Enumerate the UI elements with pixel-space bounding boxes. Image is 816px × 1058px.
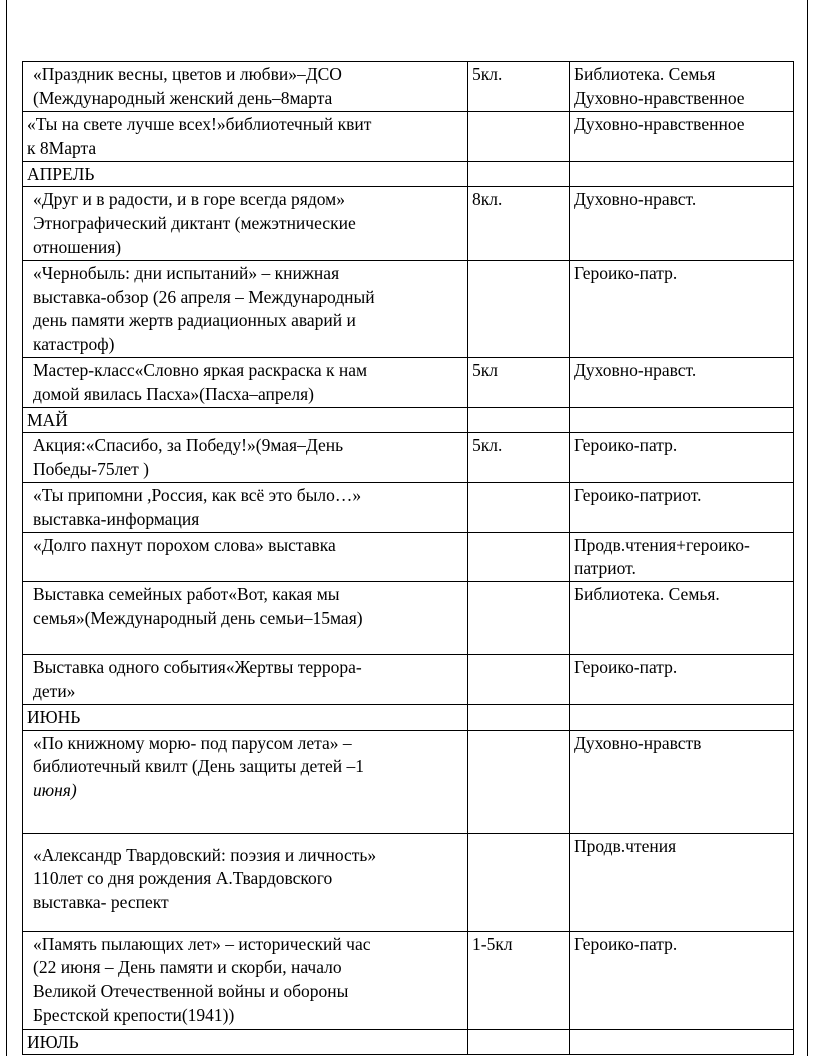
- grade-cell: [468, 260, 570, 357]
- event-cell: [23, 730, 468, 833]
- grade-cell: [468, 407, 570, 433]
- grade-cell: [468, 582, 570, 655]
- category-line: Продв.чтения: [574, 835, 677, 856]
- category-cell: [570, 655, 794, 705]
- grade-cell: 5кл.: [468, 62, 570, 112]
- table-row: [23, 433, 794, 483]
- events-plan-table: [22, 61, 794, 1055]
- event-line: 110лет со дня рождения А.Твардовского: [33, 868, 333, 889]
- grade-cell: [468, 112, 570, 162]
- event-line: «Память пылающих лет» – исторический час: [33, 933, 371, 954]
- category-cell: [570, 62, 794, 112]
- category-cell: [570, 1029, 794, 1055]
- grade-cell: [468, 655, 570, 705]
- event-line: Выставка семейных работ«Вот, какая мы: [33, 584, 340, 605]
- event-line: Выставка одного события«Жертвы террора-: [33, 657, 362, 678]
- event-line: «Друг и в радости, и в горе всегда рядом»: [33, 189, 345, 210]
- category-line: Духовно-нравст.: [574, 189, 697, 210]
- category-line: Продв.чтения+героико-: [574, 534, 750, 555]
- category-cell: [570, 730, 794, 833]
- category-line: Духовно-нравственное: [574, 87, 745, 108]
- table-row: [23, 187, 794, 260]
- grade-cell: 1-5кл: [468, 931, 570, 1029]
- category-line: Духовно-нравств: [574, 732, 702, 753]
- event-line: дети»: [33, 680, 76, 701]
- grade-cell: [468, 161, 570, 187]
- table-row: [23, 931, 794, 1029]
- category-cell: [570, 161, 794, 187]
- table-row: [23, 532, 794, 582]
- category-line: Героико-патриот.: [574, 484, 702, 505]
- event-line: выставка-обзор (26 апреля – Международный: [33, 286, 375, 307]
- event-cell: [23, 433, 468, 483]
- category-cell: [570, 357, 794, 407]
- category-line: Библиотека. Семья: [574, 64, 716, 84]
- category-cell: [570, 482, 794, 532]
- table-row: [23, 582, 794, 655]
- grade-cell: [468, 704, 570, 730]
- table-row: [23, 62, 794, 112]
- event-line: семья»(Международный день семьи–15мая): [33, 607, 363, 628]
- category-line: Духовно-нравст.: [574, 359, 697, 380]
- event-line: «Александр Твардовский: поэзия и личность»: [33, 844, 377, 865]
- event-line: домой явилась Пасха»(Пасха–апреля): [33, 383, 314, 404]
- category-cell: [570, 532, 794, 582]
- event-cell: [23, 833, 468, 931]
- event-cell: [23, 582, 468, 655]
- event-line: Великой Отечественной войны и обороны: [33, 981, 349, 1002]
- category-cell: [570, 187, 794, 260]
- month-row: [23, 407, 794, 433]
- table-row: [23, 482, 794, 532]
- event-cell: [23, 62, 468, 112]
- category-line: Героико-патр.: [574, 933, 678, 954]
- month-label: ИЮНЬ: [23, 704, 468, 730]
- event-line: выставка- респект: [33, 892, 169, 913]
- month-row: [23, 1029, 794, 1055]
- event-cell: [23, 187, 468, 260]
- grade-cell: [468, 833, 570, 931]
- month-label: МАЙ: [23, 407, 468, 433]
- event-line: отношения): [33, 236, 122, 257]
- event-line: «Долго пахнут порохом слова» выставка: [33, 534, 336, 555]
- grade-cell: 8кл.: [468, 187, 570, 260]
- event-cell: [23, 655, 468, 705]
- event-line: Брестской крепости(1941)): [33, 1004, 235, 1025]
- event-cell: [23, 931, 468, 1029]
- month-label: ИЮЛЬ: [23, 1029, 468, 1055]
- grade-cell: [468, 730, 570, 833]
- event-line: «Ты на свете лучше всех!»библиотечный квит: [27, 114, 372, 134]
- event-cell: [23, 260, 468, 357]
- month-label: АПРЕЛЬ: [23, 161, 468, 187]
- event-line: «Праздник весны, цветов и любви»–ДСО: [33, 64, 342, 84]
- event-line: катастроф): [33, 334, 115, 355]
- event-line: к 8Марта: [27, 137, 97, 158]
- table-row: [23, 833, 794, 931]
- event-line: «Чернобыль: дни испытаний» – книжная: [33, 262, 340, 283]
- category-cell: [570, 704, 794, 730]
- event-line: Победы-75лет ): [33, 459, 149, 480]
- event-line: Мастер-класс«Словно яркая раскраска к нам: [33, 359, 368, 380]
- event-cell: [23, 357, 468, 407]
- category-line: Героико-патр.: [574, 435, 678, 456]
- category-line: Героико-патр.: [574, 262, 678, 283]
- month-row: [23, 704, 794, 730]
- event-cell: [23, 112, 468, 162]
- grade-cell: [468, 482, 570, 532]
- table-row: [23, 655, 794, 705]
- event-line: Этнографический диктант (межэтнические: [33, 213, 356, 234]
- table-row: [23, 357, 794, 407]
- event-line: «Ты припомни ,Россия, как всё это было…»: [33, 484, 362, 505]
- category-cell: [570, 833, 794, 931]
- category-cell: [570, 433, 794, 483]
- event-line: июня): [33, 780, 77, 801]
- category-line: Библиотека. Семья.: [574, 584, 720, 605]
- category-line: патриот.: [574, 558, 636, 579]
- event-line: Акция:«Спасибо, за Победу!»(9мая–День: [33, 435, 344, 456]
- table-row: [23, 260, 794, 357]
- category-cell: [570, 260, 794, 357]
- event-line: выставка-информация: [33, 508, 200, 529]
- category-cell: [570, 407, 794, 433]
- grade-cell: 5кл: [468, 357, 570, 407]
- category-cell: [570, 112, 794, 162]
- event-line: «По книжному морю- под парусом лета» –: [33, 732, 352, 753]
- category-cell: [570, 582, 794, 655]
- category-line: Духовно-нравственное: [574, 114, 745, 134]
- grade-cell: 5кл.: [468, 433, 570, 483]
- event-line: день памяти жертв радиационных аварий и: [33, 310, 356, 331]
- grade-cell: [468, 532, 570, 582]
- table-row: [23, 112, 794, 162]
- event-line: (Международный женский день–8марта: [33, 87, 333, 108]
- event-line: (22 июня – День памяти и скорби, начало: [33, 957, 342, 978]
- event-cell: [23, 482, 468, 532]
- table-row: [23, 730, 794, 833]
- month-row: [23, 161, 794, 187]
- category-cell: [570, 931, 794, 1029]
- event-cell: [23, 532, 468, 582]
- category-line: Героико-патр.: [574, 657, 678, 678]
- event-line: библиотечный квилт (День защиты детей –1: [33, 756, 364, 777]
- grade-cell: [468, 1029, 570, 1055]
